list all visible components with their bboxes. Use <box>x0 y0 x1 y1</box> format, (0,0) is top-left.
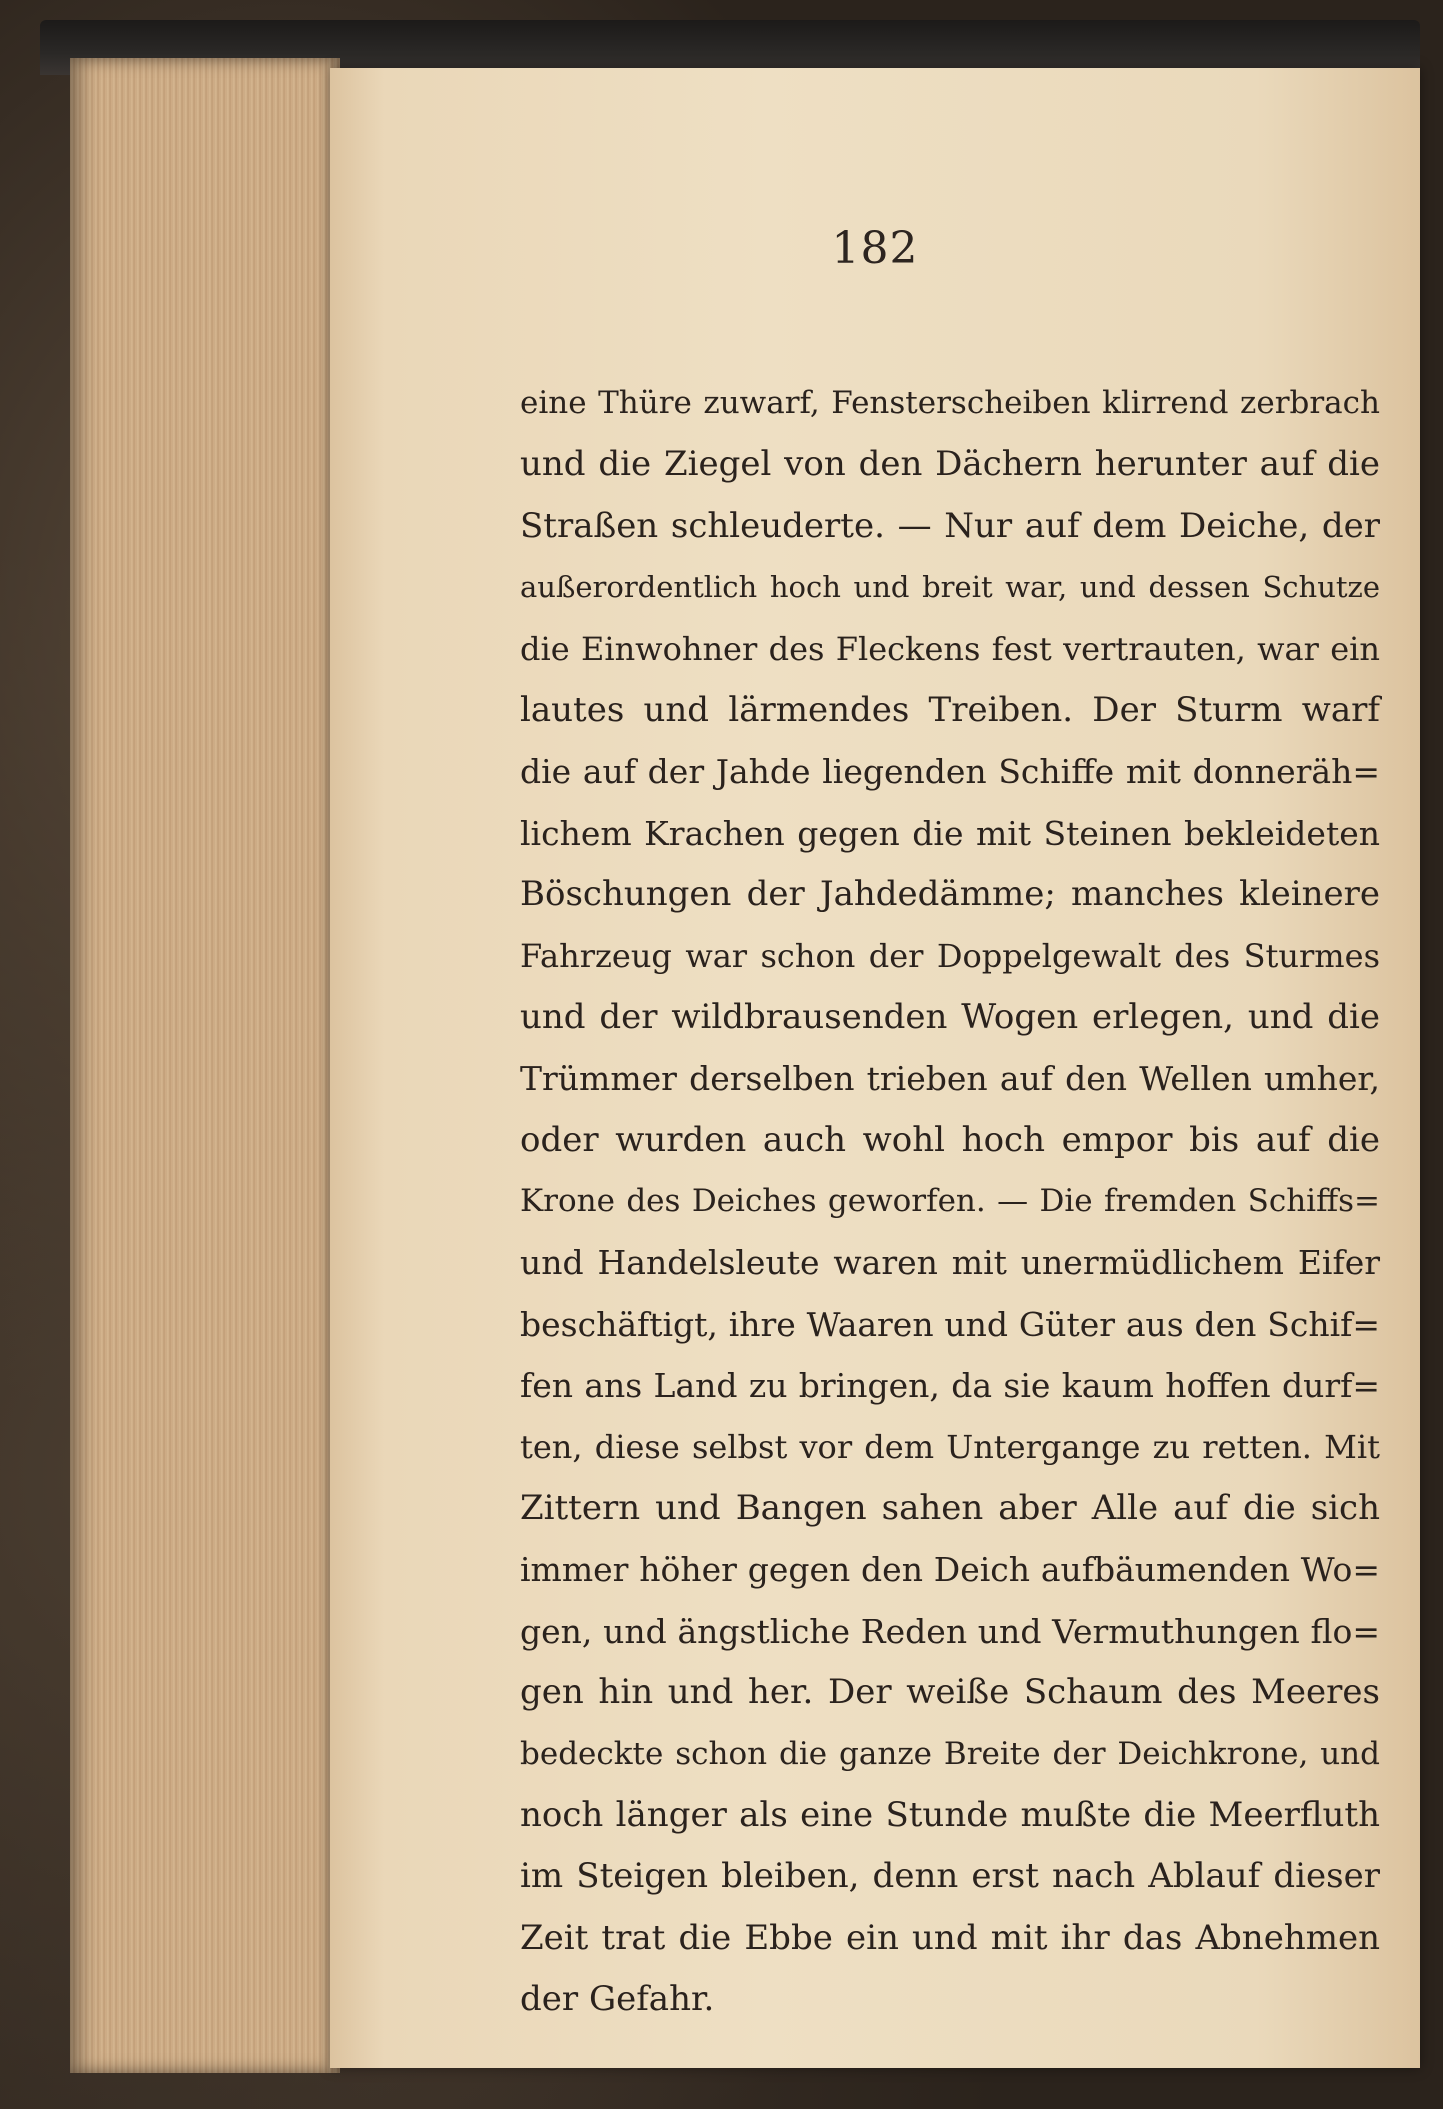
text-line: bedeckte schon die ganze Breite der Deichkrone, und <box>520 1735 1380 1772</box>
text-line: eine Thüre zuwarf, Fensterscheiben klirrend zerbrach <box>520 385 1380 421</box>
page-body-text <box>520 373 1380 2031</box>
text-line: Straßen schleuderte. — Nur auf dem Deiche, der <box>520 505 1380 546</box>
text-line: Zeit trat die Ebbe ein und mit ihr das Abnehmen <box>520 1917 1380 1958</box>
text-line: Fahrzeug war schon der Doppelgewalt des Sturmes <box>520 936 1380 975</box>
page-number: 182 <box>831 223 919 274</box>
book-page <box>330 68 1420 2068</box>
text-line: beschäftigt, ihre Waaren und Güter aus den Schif= <box>520 1304 1380 1344</box>
text-line: gen hin und her. Der weiße Schaum des Meeres <box>520 1672 1380 1713</box>
text-line: noch länger als eine Stunde mußte die Meerfluth <box>520 1794 1380 1835</box>
text-line: Böschungen der Jahdedämme; manches kleinere <box>520 874 1380 915</box>
text-line: die Einwohner des Fleckens fest vertrauten, war ein <box>520 629 1380 668</box>
text-line: Trümmer derselben trieben auf den Wellen umher, <box>520 1059 1380 1099</box>
text-line: lautes und lärmendes Treiben. Der Sturm warf <box>520 689 1380 730</box>
text-line: und Handelsleute waren mit unermüdlichem Eifer <box>520 1243 1380 1283</box>
text-line: Zittern und Bangen sahen aber Alle auf die sich <box>520 1488 1380 1529</box>
text-line: fen ans Land zu bringen, da sie kaum hoffen durf= <box>520 1366 1380 1406</box>
text-line: im Steigen bleiben, denn erst nach Ablauf dieser <box>520 1856 1380 1897</box>
page-edges <box>70 58 340 2073</box>
text-line: gen, und ängstliche Reden und Vermuthungen flo= <box>520 1611 1380 1651</box>
text-line: und der wildbrausenden Wogen erlegen, und die <box>520 996 1380 1037</box>
text-line: immer höher gegen den Deich aufbäumenden Wo= <box>520 1550 1380 1590</box>
text-line: ten, diese selbst vor dem Untergange zu retten. Mit <box>520 1427 1380 1466</box>
text-line: lichem Krachen gegen die mit Steinen bekleideten <box>520 813 1380 853</box>
text-line-last: der Gefahr. <box>520 1979 715 2020</box>
text-line: außerordentlich hoch und breit war, und dessen Schutze <box>520 570 1380 605</box>
text-line: oder wurden auch wohl hoch empor bis auf die <box>520 1119 1380 1160</box>
text-line: die auf der Jahde liegenden Schiffe mit donneräh= <box>520 752 1380 792</box>
text-line: Krone des Deiches geworfen. — Die fremden Schiffs= <box>520 1183 1380 1220</box>
text-line: und die Ziegel von den Dächern herunter auf die <box>520 444 1380 485</box>
